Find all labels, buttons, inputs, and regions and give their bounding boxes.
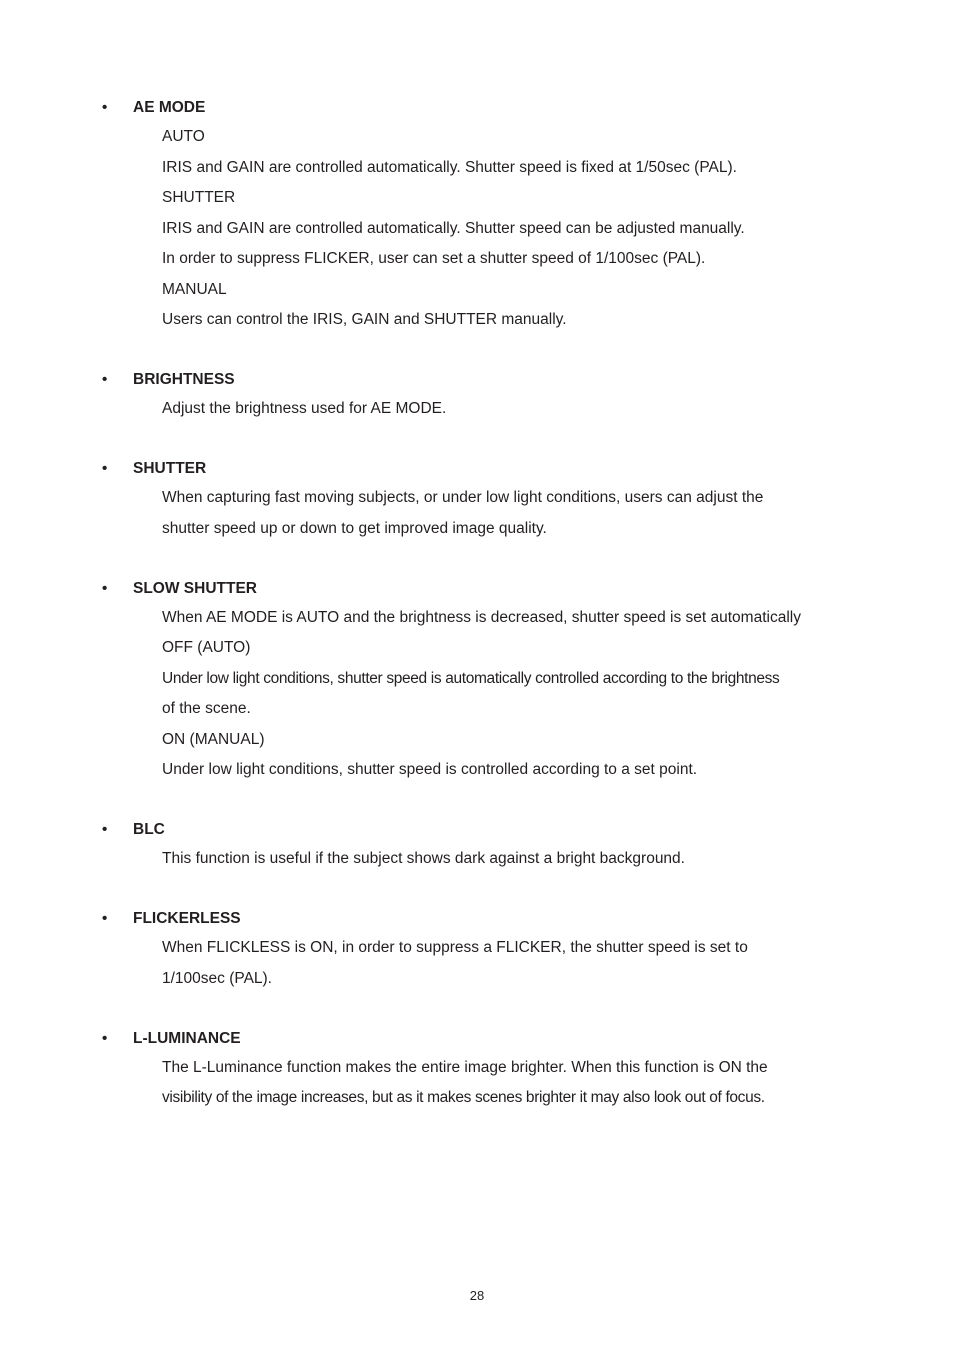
section bbox=[0, 905, 954, 994]
section-heading bbox=[0, 575, 954, 603]
section bbox=[0, 366, 954, 425]
section-title: BRIGHTNESS bbox=[133, 371, 235, 388]
section-heading bbox=[0, 816, 954, 844]
section-heading bbox=[0, 94, 954, 122]
section-title: AE MODE bbox=[133, 99, 206, 116]
body-text-line: SHUTTER bbox=[162, 189, 236, 206]
section bbox=[0, 575, 954, 786]
bullet-icon: • bbox=[102, 910, 108, 927]
bullet-icon: • bbox=[102, 99, 108, 116]
body-text-line: IRIS and GAIN are controlled automatically. Shutter speed is fixed at 1/50sec (PAL). bbox=[162, 158, 737, 176]
bullet-icon: • bbox=[102, 371, 108, 388]
body-text-line: Adjust the brightness used for AE MODE. bbox=[162, 400, 447, 417]
section bbox=[0, 816, 954, 875]
body-text-line: In order to suppress FLICKER, user can set a shutter speed of 1/100sec (PAL). bbox=[162, 250, 706, 267]
body-text-line: When capturing fast moving subjects, or under low light conditions, users can adjust the bbox=[162, 489, 764, 506]
body-text-line: Users can control the IRIS, GAIN and SHUTTER manually. bbox=[162, 311, 567, 328]
body-text-line: When FLICKLESS is ON, in order to suppress a FLICKER, the shutter speed is set to bbox=[162, 939, 748, 956]
body-text-line: of the scene. bbox=[162, 700, 251, 717]
body-text-line: MANUAL bbox=[162, 280, 227, 298]
bullet-icon: • bbox=[102, 1029, 108, 1047]
body-text-line: When AE MODE is AUTO and the brightness is decreased, shutter speed is set automatically bbox=[162, 608, 801, 626]
section-title: SLOW SHUTTER bbox=[133, 579, 257, 597]
section-heading bbox=[0, 905, 954, 933]
section-heading bbox=[0, 455, 954, 483]
section-title: BLC bbox=[133, 821, 165, 838]
body-text-line: visibility of the image increases, but as it makes scenes brighter it may also look out of focus. bbox=[162, 1089, 765, 1106]
section-title: SHUTTER bbox=[133, 460, 207, 477]
section bbox=[0, 455, 954, 544]
section-title: FLICKERLESS bbox=[133, 910, 241, 927]
section bbox=[0, 94, 954, 336]
body-text-line: IRIS and GAIN are controlled automatically. Shutter speed can be adjusted manually. bbox=[162, 219, 745, 237]
body-text-line: This function is useful if the subject shows dark against a bright background. bbox=[162, 850, 685, 867]
bullet-icon: • bbox=[102, 460, 108, 477]
section-title: L-LUMINANCE bbox=[133, 1029, 241, 1047]
bullet-icon: • bbox=[102, 821, 108, 838]
body-text-line: Under low light conditions, shutter speed is automatically controlled according to the brightness bbox=[162, 669, 780, 687]
body-text-line: OFF (AUTO) bbox=[162, 639, 251, 656]
body-text-line: AUTO bbox=[162, 128, 205, 145]
page-number: 28 bbox=[469, 1288, 485, 1303]
section-heading bbox=[0, 366, 954, 394]
section-heading bbox=[0, 1025, 954, 1053]
document-body bbox=[0, 94, 954, 1144]
body-text-line: Under low light conditions, shutter speed is controlled according to a set point. bbox=[162, 761, 698, 778]
body-text-line: ON (MANUAL) bbox=[162, 730, 265, 748]
bullet-icon: • bbox=[102, 579, 108, 597]
section bbox=[0, 1025, 954, 1114]
body-text-line: 1/100sec (PAL). bbox=[162, 969, 272, 987]
body-text-line: shutter speed up or down to get improved image quality. bbox=[162, 519, 547, 537]
body-text-line: The L-Luminance function makes the entire image brighter. When this function is ON the bbox=[162, 1058, 768, 1076]
